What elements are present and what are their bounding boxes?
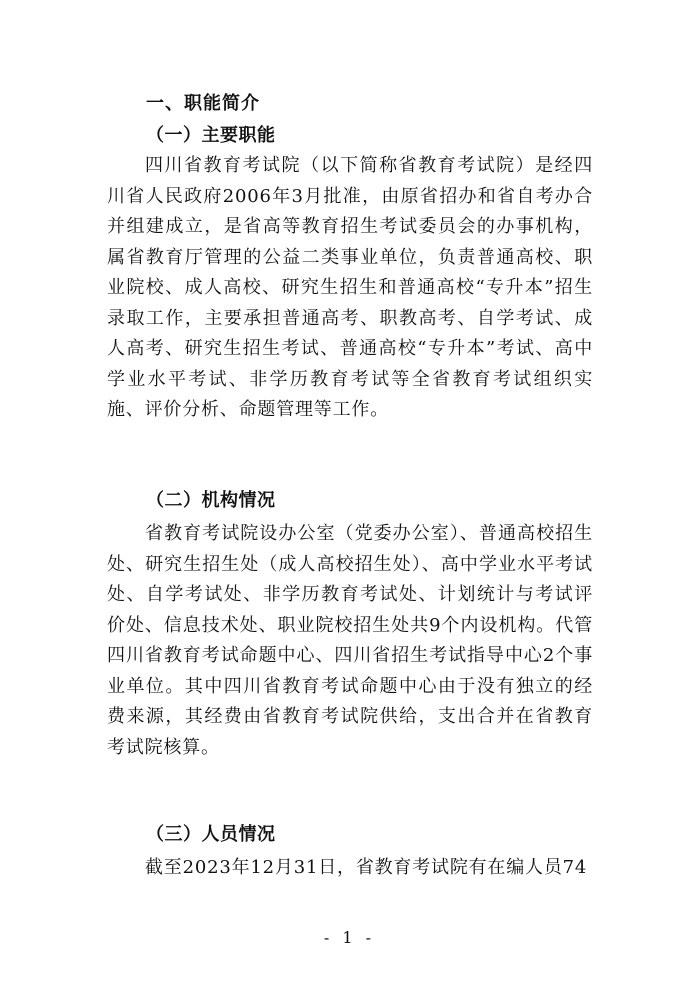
subsection-heading-staff: （三）人员情况 xyxy=(146,824,276,845)
section-title: 一、职能简介 xyxy=(146,93,260,114)
page-number: - 1 - xyxy=(323,928,376,947)
subsection-heading-organization: （二）机构情况 xyxy=(146,490,276,511)
paragraph-main-functions: 四川省教育考试院（以下简称省教育考试院）是经四川省人民政府2006年3月批准，由原省招办和省自考办合并组建成立，是省高等教育招生考试委员会的办事机构，属省教育厅管理的公益二类事业单位，负责普通高校、职业院校、成人高校、研究生招生和普通高校“专升本”招生录取工作，主要承担普通高考、职教高考、自学考试、成人高考、研究生招生考试、普通高校“专升本”考试、高中学业水平考试、非学历教育考试等全省教育考试组织实施、评价分析、命题管理等工作。 xyxy=(107,155,593,420)
paragraph-organization: 省教育考试院设办公室（党委办公室）、普通高校招生处、研究生招生处（成人高校招生处）、高中学业水平考试处、自学考试处、非学历教育考试处、计划统计与考试评价处、信息技术处、职业院校招生处共9个内设机构。代管四川省教育考试命题中心、四川省招生考试指导中心2个事业单位。其中四川省教育考试命题中心由于没有独立的经费来源，其经费由省教育考试院供给，支出合并在省教育考试院核算。 xyxy=(107,523,593,758)
paragraph-staff: 截至2023年12月31日，省教育考试院有在编人员74 xyxy=(145,857,588,878)
subsection-heading-main-functions: （一）主要职能 xyxy=(146,125,276,146)
